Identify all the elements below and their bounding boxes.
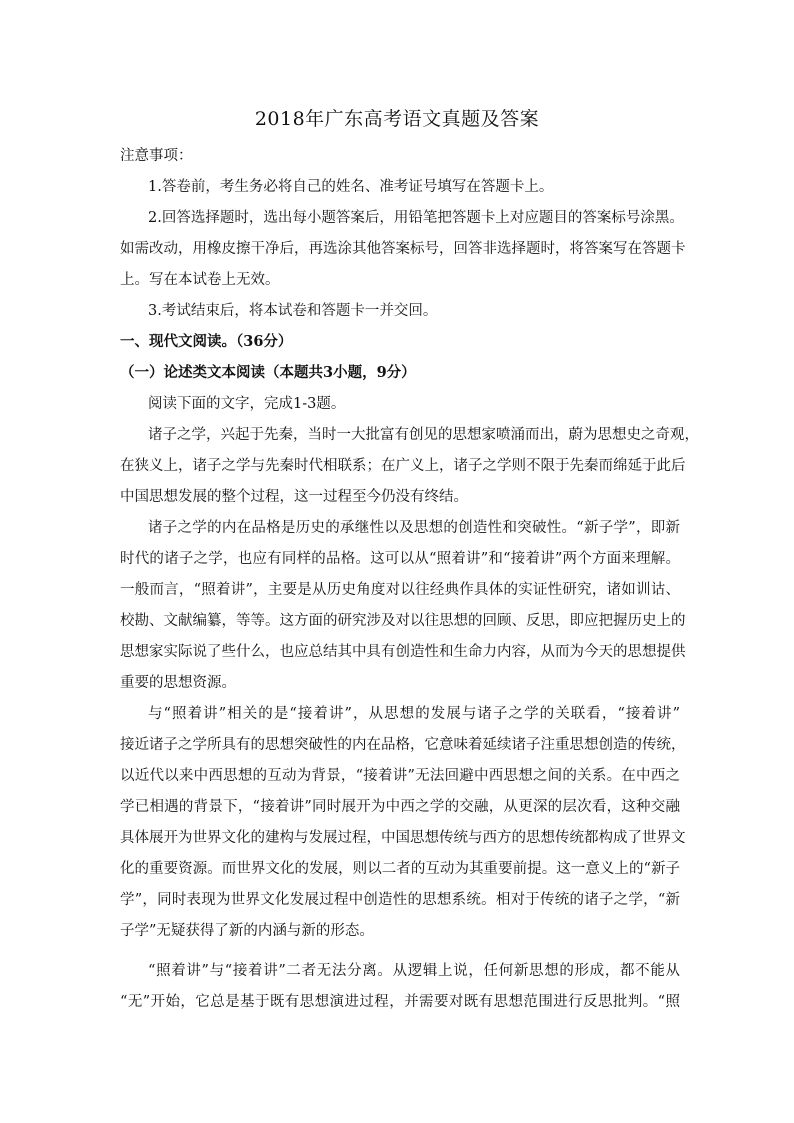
notes-heading: 注意事项： bbox=[120, 148, 193, 164]
note-item-1: 1.答卷前，考生务必将自己的姓名、准考证号填写在答题卡上。 bbox=[148, 179, 554, 195]
paragraph-3-line: 具体展开为世界文化的建构与发展过程，中国思想传统与西方的思想传统都构成了世界文 bbox=[120, 830, 686, 846]
paragraph-4-line: “无”开始，它总是基于既有思想演进过程，并需要对既有思想范围进行反思批判。“照 bbox=[120, 994, 680, 1010]
subsection-heading: （一）论述类文本阅读（本题共3小题，9分） bbox=[120, 364, 416, 381]
paragraph-2-line: 诸子之学的内在品格是历史的承继性以及思想的创造性和突破性。“新子学”，即新 bbox=[148, 520, 680, 536]
note-item-2-line-1: 2.回答选择题时，选出每小题答案后，用铅笔把答题卡上对应题目的答案标号涂黑。 bbox=[148, 210, 684, 226]
note-item-3: 3.考试结束后，将本试卷和答题卡一并交回。 bbox=[148, 303, 438, 319]
paragraph-3-line: 化的重要资源。而世界文化的发展，则以二者的互动为其重要前提。这一意义上的“新子 bbox=[120, 861, 680, 877]
section-heading: 一、现代文阅读。（36分） bbox=[120, 333, 293, 350]
paragraph-3-line: 子学”无疑获得了新的内涵与新的形态。 bbox=[120, 923, 374, 939]
paragraph-2-line: 时代的诸子之学，也应有同样的品格。这可以从“照着讲”和“接着讲”两个方面来理解。 bbox=[120, 551, 680, 567]
paragraph-1-line: 诸子之学，兴起于先秦，当时一大批富有创见的思想家喷涌而出，蔚为思想史之奇观， bbox=[148, 427, 699, 443]
page-title: 2018年广东高考语文真题及答案 bbox=[254, 108, 540, 130]
paragraph-3-line: 接近诸子之学所具有的思想突破性的内在品格，它意味着延续诸子注重思想创造的传统， bbox=[120, 737, 686, 753]
note-item-2-line-2: 如需改动，用橡皮擦干净后，再选涂其他答案标号，回答非选择题时，将答案写在答题卡 bbox=[120, 241, 686, 257]
paragraph-1-line: 在狭义上，诸子之学与先秦时代相联系；在广义上，诸子之学则不限于先秦而绵延于此后 bbox=[120, 458, 686, 474]
note-item-2-line-3: 上。写在本试卷上无效。 bbox=[120, 272, 280, 288]
paragraph-1-line: 中国思想发展的整个过程，这一过程至今仍没有终结。 bbox=[120, 489, 468, 505]
paragraph-2-line: 校勘、文献编纂，等等。这方面的研究涉及对以往思想的回顾、反思，即应把握历史上的 bbox=[120, 613, 686, 629]
paragraph-2-line: 重要的思想资源。 bbox=[120, 675, 236, 691]
paragraph-3-line: 与“照着讲”相关的是“接着讲”，从思想的发展与诸子之学的关联看，“接着讲” bbox=[148, 706, 680, 722]
paragraph-4-line: “照着讲”与“接着讲”二者无法分离。从逻辑上说，任何新思想的形成，都不能从 bbox=[148, 963, 680, 979]
reading-instruction: 阅读下面的文字，完成1-3题。 bbox=[148, 396, 346, 412]
paragraph-2-line: 思想家实际说了些什么，也应总结其中具有创造性和生命力内容，从而为今天的思想提供 bbox=[120, 644, 686, 660]
paragraph-3-line: 学已相遇的背景下，“接着讲”同时展开为中西之学的交融，从更深的层次看，这种交融 bbox=[120, 799, 680, 815]
paragraph-3-line: 以近代以来中西思想的互动为背景，“接着讲”无法回避中西思想之间的关系。在中西之 bbox=[120, 768, 680, 784]
paragraph-2-line: 一般而言，“照着讲”，主要是从历史角度对以往经典作具体的实证性研究，诸如训诂、 bbox=[120, 582, 680, 598]
paragraph-3-line: 学”，同时表现为世界文化发展过程中创造性的思想系统。相对于传统的诸子之学，“新 bbox=[120, 892, 680, 908]
